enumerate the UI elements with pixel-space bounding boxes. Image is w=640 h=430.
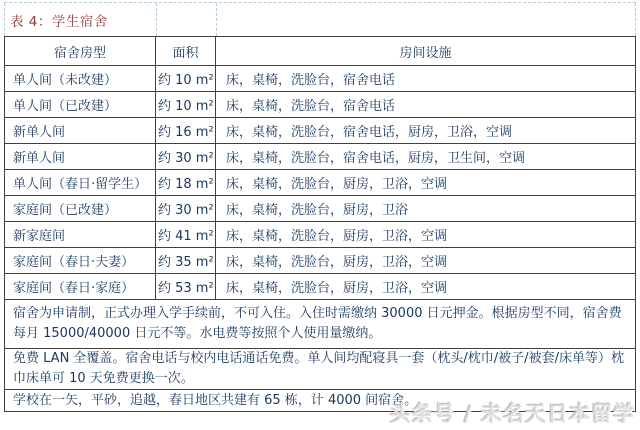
table-row — [5, 274, 636, 300]
cell-room-type: 家庭间（春日·家庭） — [5, 274, 156, 300]
cell-area: 约 30 m² — [156, 196, 216, 222]
cell-area: 约 16 m² — [156, 118, 216, 144]
cell-room-type: 单人间（春日·留学生） — [5, 170, 156, 196]
cell-area: 约 10 m² — [156, 92, 216, 118]
note-text: 学校在一矢，平砂，追越，春日地区共建有 65 栋，计 4000 间宿舍。 — [5, 390, 636, 412]
table-row — [5, 92, 636, 118]
note-row-campus-count — [5, 390, 636, 412]
title-grid-cell-3 — [216, 3, 636, 36]
title-band — [4, 2, 636, 36]
table-row — [5, 118, 636, 144]
table-row — [5, 170, 636, 196]
table-row — [5, 66, 636, 92]
cell-facilities: 床，桌椅，洗脸台，宿舍电话，厨房，卫生间，空调 — [216, 144, 636, 170]
note-row-application — [5, 300, 636, 349]
cell-room-type: 单人间（未改建） — [5, 66, 156, 92]
table-row — [5, 248, 636, 274]
cell-facilities: 床，桌椅，洗脸台，厨房，卫浴，空调 — [216, 222, 636, 248]
note-text: 宿舍为申请制，正式办理入学手续前，不可入住。入住时需缴纳 30000 日元押金。根据房型不同，宿舍费每月 15000/40000 日元不等。水电费等按照个人使用量缴纳。 — [5, 300, 636, 349]
cell-area: 约 30 m² — [156, 144, 216, 170]
note-row-lan-bedding — [5, 349, 636, 390]
cell-area: 约 41 m² — [156, 222, 216, 248]
page-title: 表 4：学生宿舍 — [10, 13, 108, 30]
table-header-row — [5, 37, 636, 66]
cell-area: 约 35 m² — [156, 248, 216, 274]
cell-facilities: 床，桌椅，洗脸台，宿舍电话 — [216, 92, 636, 118]
table-row — [5, 144, 636, 170]
title-cell — [4, 3, 156, 36]
cell-room-type: 新单人间 — [5, 118, 156, 144]
cell-room-type: 新单人间 — [5, 144, 156, 170]
cell-facilities: 床，桌椅，洗脸台，厨房，卫浴，空调 — [216, 248, 636, 274]
cell-facilities: 床，桌椅，洗脸台，宿舍电话，厨房，卫浴，空调 — [216, 118, 636, 144]
cell-room-type: 新家庭间 — [5, 222, 156, 248]
dorm-table — [4, 36, 636, 412]
cell-area: 约 10 m² — [156, 66, 216, 92]
cell-facilities: 床，桌椅，洗脸台，厨房，卫浴，空调 — [216, 274, 636, 300]
cell-area: 约 18 m² — [156, 170, 216, 196]
header-area: 面积 — [156, 37, 216, 66]
header-room-type: 宿舍房型 — [5, 37, 156, 66]
header-facilities: 房间设施 — [216, 37, 636, 66]
table-row — [5, 196, 636, 222]
table-row — [5, 222, 636, 248]
title-grid-cell-2 — [156, 3, 216, 36]
cell-facilities: 床，桌椅，洗脸台，宿舍电话 — [216, 66, 636, 92]
watermark-text: 头条号 / 未名天日本留学 — [389, 402, 635, 426]
cell-room-type: 家庭间（已改建） — [5, 196, 156, 222]
cell-area: 约 53 m² — [156, 274, 216, 300]
cell-room-type: 单人间（已改建） — [5, 92, 156, 118]
cell-facilities: 床，桌椅，洗脸台，厨房，卫浴，空调 — [216, 170, 636, 196]
note-text: 免费 LAN 全覆盖。宿舍电话与校内电话通话免费。单人间均配寝具一套（枕头/枕巾/被子/被套/床单等）枕巾床单可 10 天免费更换一次。 — [5, 349, 636, 390]
cell-facilities: 床，桌椅，洗脸台，厨房，卫浴 — [216, 196, 636, 222]
cell-room-type: 家庭间（春日·夫妻） — [5, 248, 156, 274]
